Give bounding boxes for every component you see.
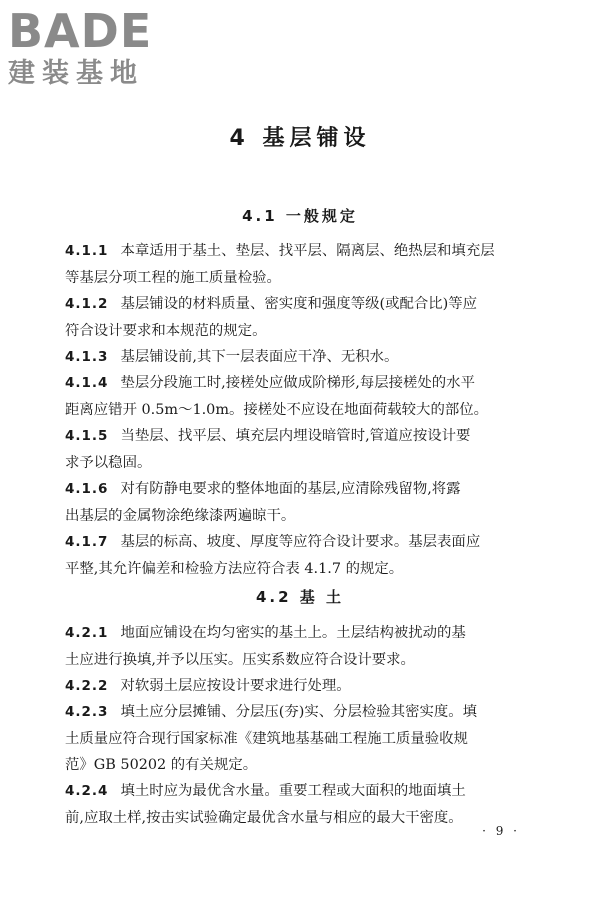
clause-number: 4.2.3 [65, 704, 109, 720]
clause-text: 填土时应为最优含水量。重要工程或大面积的地面填土 [120, 783, 466, 799]
clause-text: 土应进行换填,并予以压实。压实系数应符合设计要求。 [65, 651, 415, 668]
clause-text: 符合设计要求和本规范的规定。 [65, 322, 267, 339]
clause-number: 4.1.7 [65, 534, 109, 550]
clause-4-1-2 [65, 291, 535, 344]
clause-text: 地面应铺设在均匀密实的基土上。土层结构被扰动的基 [120, 625, 466, 641]
clause-text: 距离应错开 0.5m～1.0m。接槎处不应设在地面荷载较大的部位。 [65, 401, 489, 418]
clause-4-2-3 [65, 699, 535, 779]
chapter-title: 4 基层铺设 [229, 126, 371, 151]
clause-number: 4.1.5 [65, 428, 109, 444]
clause-text: 土质量应符合现行国家标准《建筑地基基础工程施工质量验收规 [65, 730, 468, 747]
clause-text: 当垫层、找平层、填充层内埋设暗管时,管道应按设计要 [120, 428, 471, 444]
logo-chinese-name: 建装基地 [8, 58, 144, 89]
clause-text: 出基层的金属物涂绝缘漆两遍晾干。 [65, 507, 296, 524]
clause-text: 基层铺设前,其下一层表面应干净、无积水。 [120, 349, 399, 365]
clause-number: 4.1.1 [65, 243, 109, 259]
clause-number: 4.1.2 [65, 296, 109, 312]
clause-4-2-1 [65, 620, 535, 673]
section-title: 4.2 基 土 [255, 588, 345, 606]
clause-number: 4.2.4 [65, 783, 109, 799]
clause-number: 4.2.2 [65, 678, 109, 694]
page-number: · 9 · [482, 824, 520, 838]
logo-wordmark: BADE [8, 4, 153, 58]
clause-number: 4.2.1 [65, 625, 109, 641]
logo [8, 6, 183, 90]
clause-number: 4.1.6 [65, 481, 109, 497]
clause-text: 求予以稳固。 [65, 454, 152, 471]
clause-4-1-3 [65, 344, 535, 371]
clause-text: 垫层分段施工时,接槎处应做成阶梯形,每层接槎处的水平 [120, 375, 475, 391]
clause-number: 4.1.4 [65, 375, 109, 391]
clause-text: 前,应取土样,按击实试验确定最优含水量与相应的最大干密度。 [65, 809, 463, 826]
section-title: 4.1 一般规定 [242, 207, 358, 225]
clause-text: 等基层分项工程的施工质量检验。 [65, 269, 281, 286]
clause-4-1-6 [65, 476, 535, 529]
clause-text: 基层的标高、坡度、厚度等应符合设计要求。基层表面应 [120, 534, 481, 550]
clause-text: 范》GB 50202 的有关规定。 [65, 757, 258, 773]
clause-text: 基层铺设的材料质量、密实度和强度等级(或配合比)等应 [120, 296, 478, 312]
clause-text: 对有防静电要求的整体地面的基层,应清除残留物,将露 [120, 481, 461, 497]
clause-4-1-7 [65, 529, 535, 582]
clause-4-1-5 [65, 423, 535, 476]
clause-4-1-1 [65, 238, 535, 291]
clause-number: 4.1.3 [65, 349, 109, 365]
clause-text: 本章适用于基土、垫层、找平层、隔离层、绝热层和填充层 [120, 243, 495, 259]
clause-4-2-4 [65, 778, 535, 831]
clause-text: 填土应分层摊铺、分层压(夯)实、分层检验其密实度。填 [120, 704, 478, 720]
clause-text: 平整,其允许偏差和检验方法应符合表 4.1.7 的规定。 [65, 560, 404, 577]
clause-4-2-2 [65, 673, 535, 700]
clause-text: 对软弱土层应按设计要求进行处理。 [120, 678, 351, 694]
clause-4-1-4 [65, 370, 535, 423]
